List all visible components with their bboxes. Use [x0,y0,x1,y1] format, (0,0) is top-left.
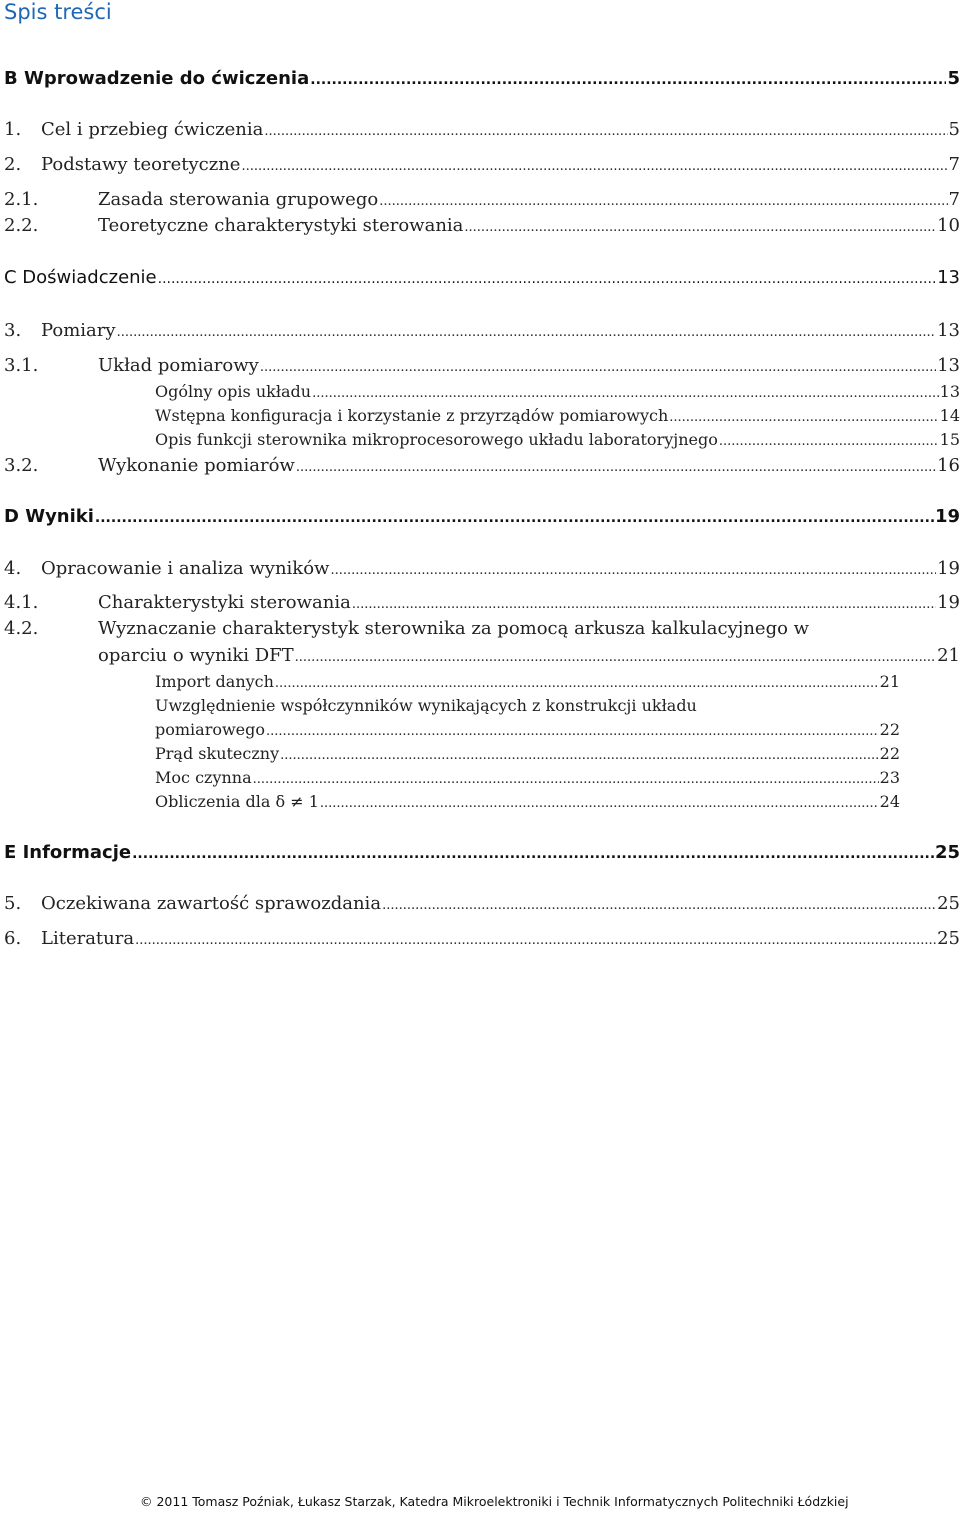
toc-entry[interactable] [41,893,960,914]
toc-entry-label: Układ pomiarowy [98,355,259,376]
toc-entry[interactable] [41,558,960,579]
toc-entry-number: 1. [4,119,22,140]
toc-leader [669,406,938,425]
toc-entry-label: Wykonanie pomiarów [98,455,295,476]
toc-entry[interactable] [41,928,960,949]
toc-entry-number: 6. [4,928,22,949]
toc-section-label: E Informacje [4,842,132,863]
toc-page-number: 25 [934,842,960,863]
toc-entry[interactable] [155,672,900,691]
toc-entry-label: Import danych [155,672,274,691]
toc-entry-label: Opis funkcji sterownika mikroprocesorowego układu laboratoryjnego [155,430,718,449]
toc-entry-label: Literatura [41,928,135,949]
toc-entry[interactable] [98,455,960,476]
toc-leader [310,68,946,89]
toc-entry-number: 4. [4,558,22,579]
toc-entry-label: Cel i przebieg ćwiczenia [41,119,264,140]
toc-entry[interactable] [98,592,960,613]
toc-page-number: 23 [879,768,900,787]
toc-entry[interactable] [155,792,900,811]
toc-leader [280,744,879,763]
toc-section-e[interactable] [4,842,960,863]
toc-leader [296,455,936,476]
toc-entry-label: oparciu o wyniki DFT [98,645,294,666]
toc-entry-label: Podstawy teoretyczne [41,154,241,175]
toc-page-number: 19 [937,592,960,613]
toc-page-number: 13 [937,320,960,341]
toc-leader [241,154,947,175]
toc-page-number: 25 [937,928,960,949]
toc-page-number: 25 [937,893,960,914]
toc-entry[interactable] [98,189,960,210]
toc-page-number: 19 [937,558,960,579]
toc-entry-number: 2. [4,154,22,175]
toc-section-d[interactable] [4,506,960,527]
toc-leader [352,592,936,613]
toc-page-number: 14 [939,406,960,425]
toc-page-number: 13 [939,382,960,401]
toc-section-b[interactable] [4,68,960,89]
toc-leader [135,928,936,949]
toc-entry-label: Teoretyczne charakterystyki sterowania [98,215,464,236]
toc-entry-label-line1: Uwzględnienie współczynników wynikających z konstrukcji układu [155,696,697,715]
toc-entry-label: Oczekiwana zawartość sprawozdania [41,893,382,914]
toc-entry-number: 2.1. [4,189,39,210]
toc-page-number: 13 [937,355,960,376]
toc-entry[interactable] [98,355,960,376]
toc-page-number: 15 [939,430,960,449]
toc-leader [158,267,936,288]
toc-entry[interactable] [41,119,960,140]
toc-page-number: 19 [934,506,960,527]
toc-entry-label: Opracowanie i analiza wyników [41,558,330,579]
toc-entry[interactable] [41,154,960,175]
toc-page-number: 22 [879,744,900,763]
toc-entry-number: 5. [4,893,22,914]
toc-leader [320,792,879,811]
toc-entry-number: 3. [4,320,22,341]
toc-leader [382,893,936,914]
toc-entry[interactable] [155,406,960,425]
toc-leader [253,768,879,787]
toc-leader [95,506,934,527]
toc-page-number: 5 [948,119,960,140]
toc-entry[interactable] [155,768,900,787]
toc-entry-label: Wstępna konfiguracja i korzystanie z przyrządów pomiarowych [155,406,669,425]
toc-entry-number: 2.2. [4,215,39,236]
toc-leader [330,558,936,579]
toc-entry-label: Ogólny opis układu [155,382,312,401]
toc-entry-label: Charakterystyki sterowania [98,592,351,613]
toc-entry[interactable] [41,320,960,341]
toc-page-number: 13 [937,267,960,288]
toc-entry-label: pomiarowego [155,720,266,739]
toc-leader [295,645,936,666]
toc-entry-label: Pomiary [41,320,116,341]
toc-entry[interactable] [155,430,960,449]
toc-entry[interactable] [98,215,960,236]
toc-section-c[interactable] [4,267,960,288]
toc-entry-label: Moc czynna [155,768,252,787]
page-title: Spis treści [4,0,112,24]
toc-leader [132,842,934,863]
toc-leader [260,355,936,376]
toc-entry-label-line1: Wyznaczanie charakterystyk sterownika za pomocą arkusza kalkulacyjnego w [98,618,810,639]
toc-page-number: 24 [879,792,900,811]
toc-leader [266,720,879,739]
toc-entry-label: Prąd skuteczny [155,744,280,763]
toc-entry-label: Obliczenia dla δ ≠ 1 [155,792,319,811]
toc-entry[interactable] [155,382,960,401]
toc-page-number: 7 [948,189,960,210]
toc-entry-number: 3.2. [4,455,39,476]
toc-leader [117,320,937,341]
toc-page-number: 5 [947,68,960,89]
toc-leader [719,430,939,449]
copyright-text: © 2011 Tomasz Poźniak, Łukasz Starzak, Katedra Mikroelektroniki i Technik Informatycznych Politechniki Łódzkiej [140,1494,849,1509]
toc-leader [275,672,879,691]
toc-entry-number: 3.1. [4,355,39,376]
toc-page-number: 21 [937,645,960,666]
toc-leader [312,382,939,401]
toc-entry[interactable] [155,744,900,763]
toc-page-number: 21 [879,672,900,691]
toc-entry[interactable] [155,720,900,739]
toc-section-label: C Doświadczenie [4,267,157,288]
toc-section-label: B Wprowadzenie do ćwiczenia [4,68,310,89]
toc-entry-label: Zasada sterowania grupowego [98,189,379,210]
toc-leader [264,119,947,140]
toc-leader [379,189,947,210]
toc-entry-number: 4.1. [4,592,39,613]
toc-page-number: 7 [948,154,960,175]
toc-page-number: 22 [879,720,900,739]
toc-entry[interactable] [98,645,960,666]
toc-section-label: D Wyniki [4,506,94,527]
toc-leader [464,215,936,236]
toc-page-number: 16 [937,455,960,476]
toc-page-number: 10 [937,215,960,236]
toc-entry-number: 4.2. [4,618,39,639]
